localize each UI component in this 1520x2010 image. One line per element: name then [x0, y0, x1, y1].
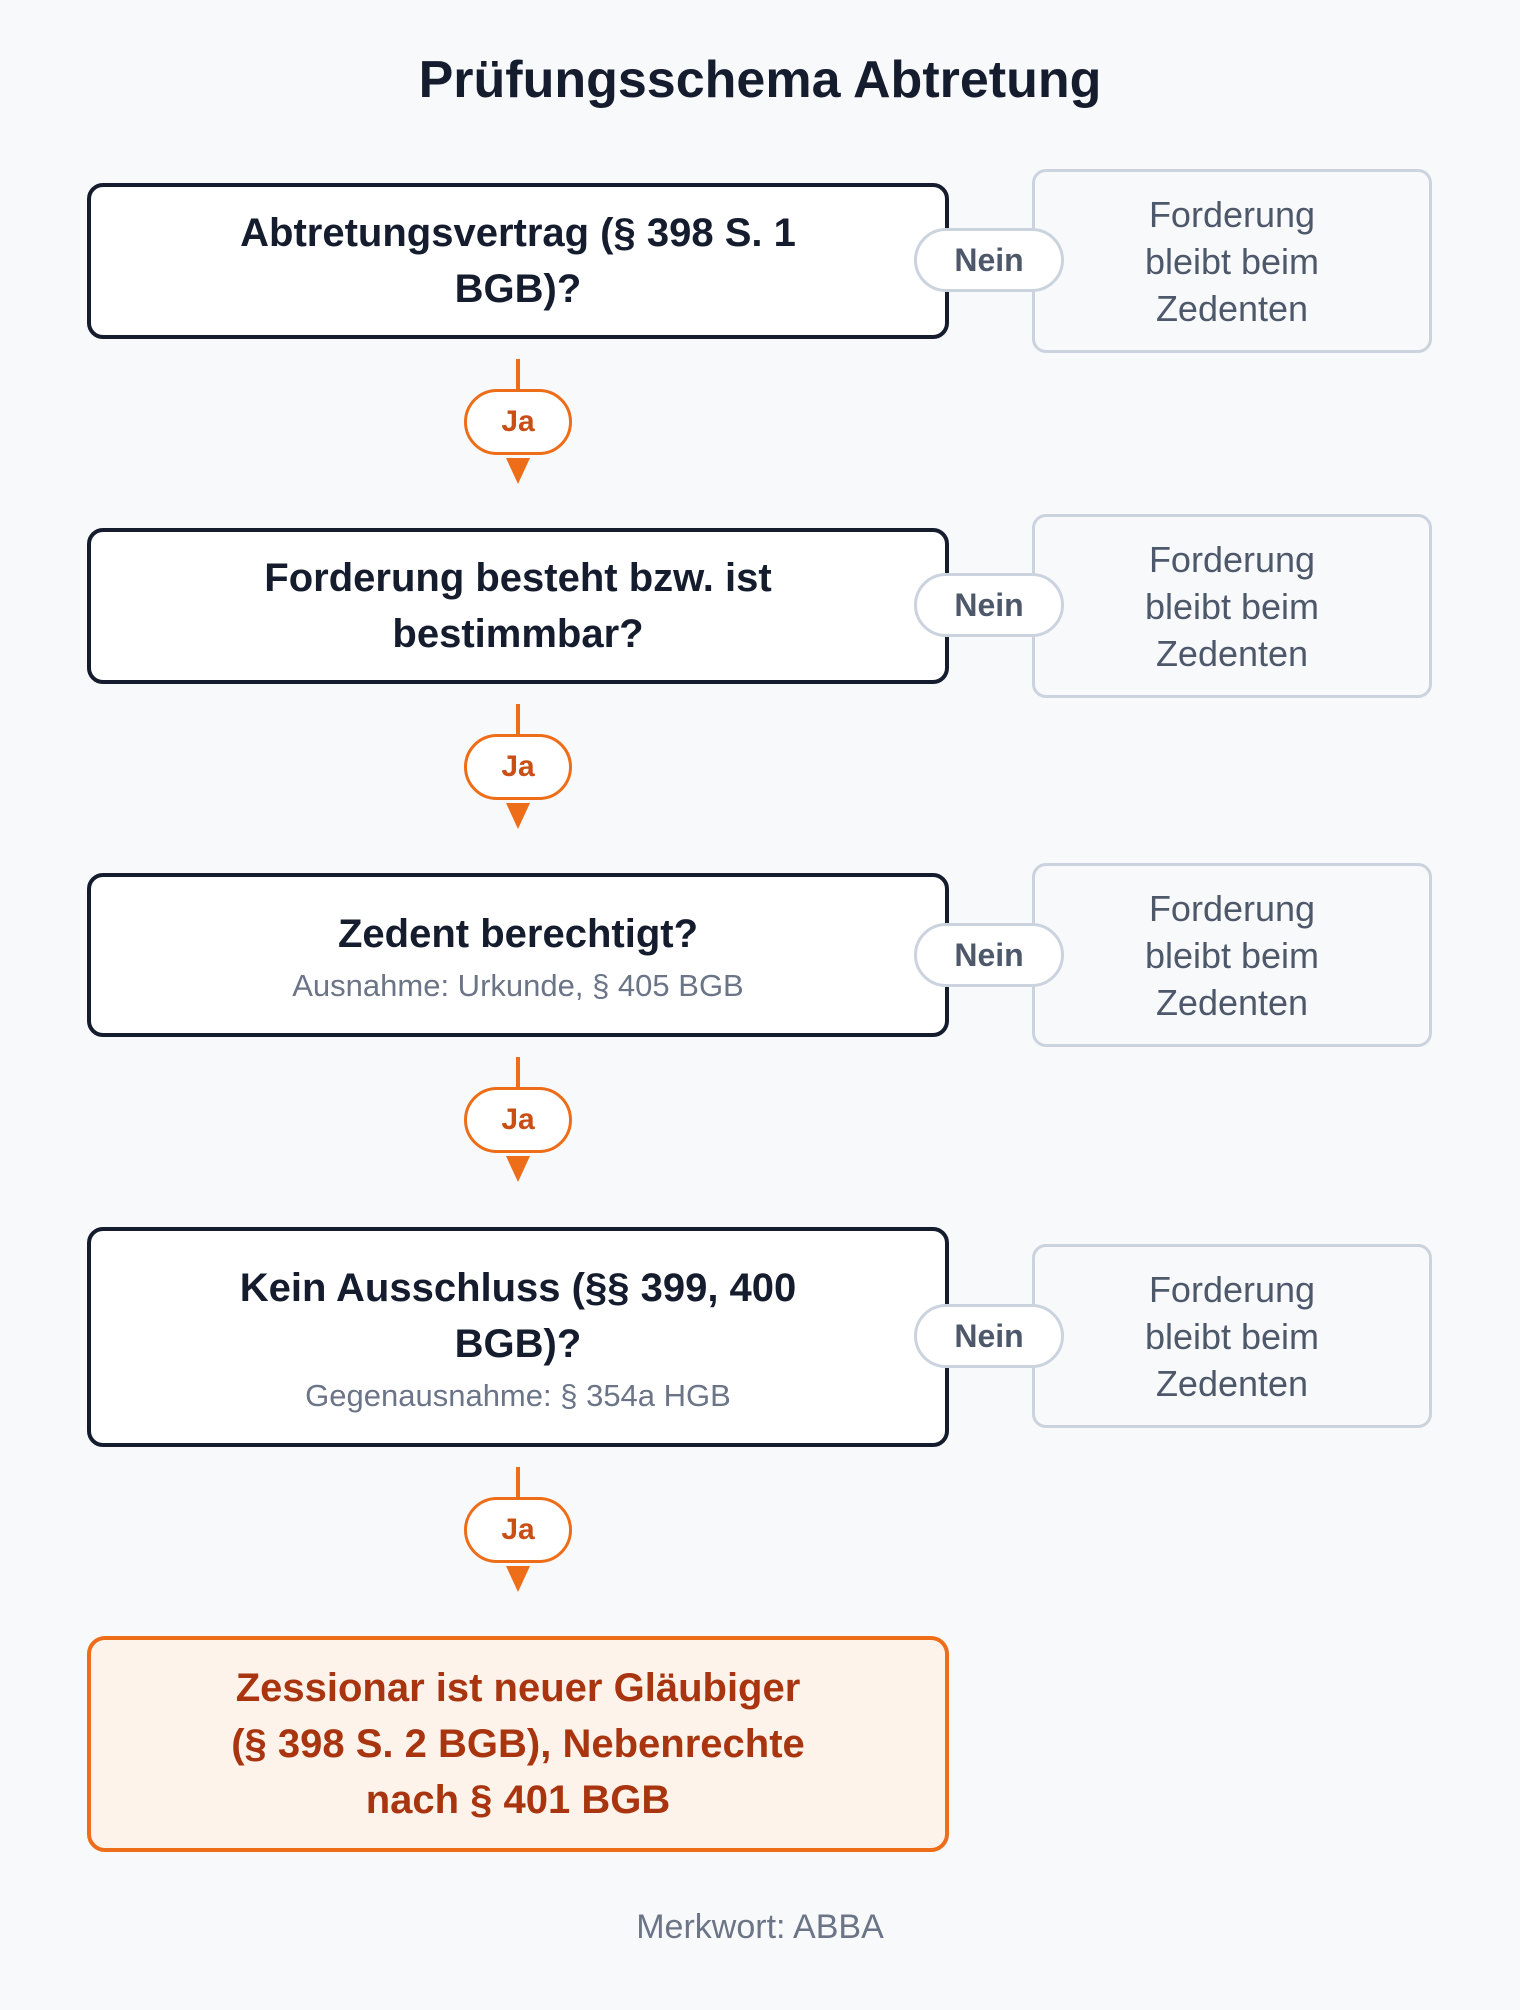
no-outcome-box-4	[1032, 1244, 1432, 1428]
yes-badge-1: Ja	[464, 389, 572, 455]
step-box-2	[87, 528, 949, 684]
yes-badge-2: Ja	[464, 734, 572, 800]
result-box	[87, 1636, 949, 1852]
no-outcome-text-4: Forderung bleibt beim Zedenten	[1144, 1268, 1320, 1404]
no-outcome-text-3: Forderung bleibt beim Zedenten	[1144, 887, 1320, 1023]
mnemonic-footer: Merkwort: ABBA	[636, 1908, 884, 1946]
no-outcome-box-2	[1032, 514, 1432, 698]
diagram-title: Prüfungsschema Abtretung	[418, 51, 1102, 109]
step-note-3: Ausnahme: Urkunde, § 405 BGB	[292, 968, 744, 1003]
step-box-3	[87, 873, 949, 1037]
connector-line-4	[516, 1467, 520, 1497]
no-badge-2: Nein	[914, 573, 1064, 637]
yes-badge-3: Ja	[464, 1087, 572, 1153]
no-outcome-box-1	[1032, 169, 1432, 353]
no-outcome-text-2: Forderung bleibt beim Zedenten	[1144, 538, 1320, 674]
result-text: Zessionar ist neuer Gläubiger (§ 398 S. 2 BGB), Nebenrechte nach § 401 BGB	[231, 1666, 805, 1822]
down-arrow-4	[506, 1566, 530, 1592]
down-arrow-3	[506, 1156, 530, 1182]
step-question-1: Abtretungsvertrag (§ 398 S. 1 BGB)?	[240, 211, 796, 311]
connector-line-1	[516, 359, 520, 389]
yes-badge-4: Ja	[464, 1497, 572, 1563]
step-box-4	[87, 1227, 949, 1447]
down-arrow-1	[506, 458, 530, 484]
no-badge-3: Nein	[914, 923, 1064, 987]
connector-line-3	[516, 1057, 520, 1087]
no-outcome-text-1: Forderung bleibt beim Zedenten	[1144, 193, 1320, 329]
step-question-3: Zedent berechtigt?	[337, 912, 699, 956]
step-note-4: Gegenausnahme: § 354a HGB	[305, 1378, 731, 1413]
connector-line-2	[516, 704, 520, 734]
step-box-1	[87, 183, 949, 339]
no-badge-1: Nein	[914, 228, 1064, 292]
down-arrow-2	[506, 803, 530, 829]
no-badge-4: Nein	[914, 1304, 1064, 1368]
step-question-4: Kein Ausschluss (§§ 399, 400 BGB)?	[239, 1266, 797, 1366]
no-outcome-box-3	[1032, 863, 1432, 1047]
step-question-2: Forderung besteht bzw. ist bestimmbar?	[264, 556, 772, 656]
